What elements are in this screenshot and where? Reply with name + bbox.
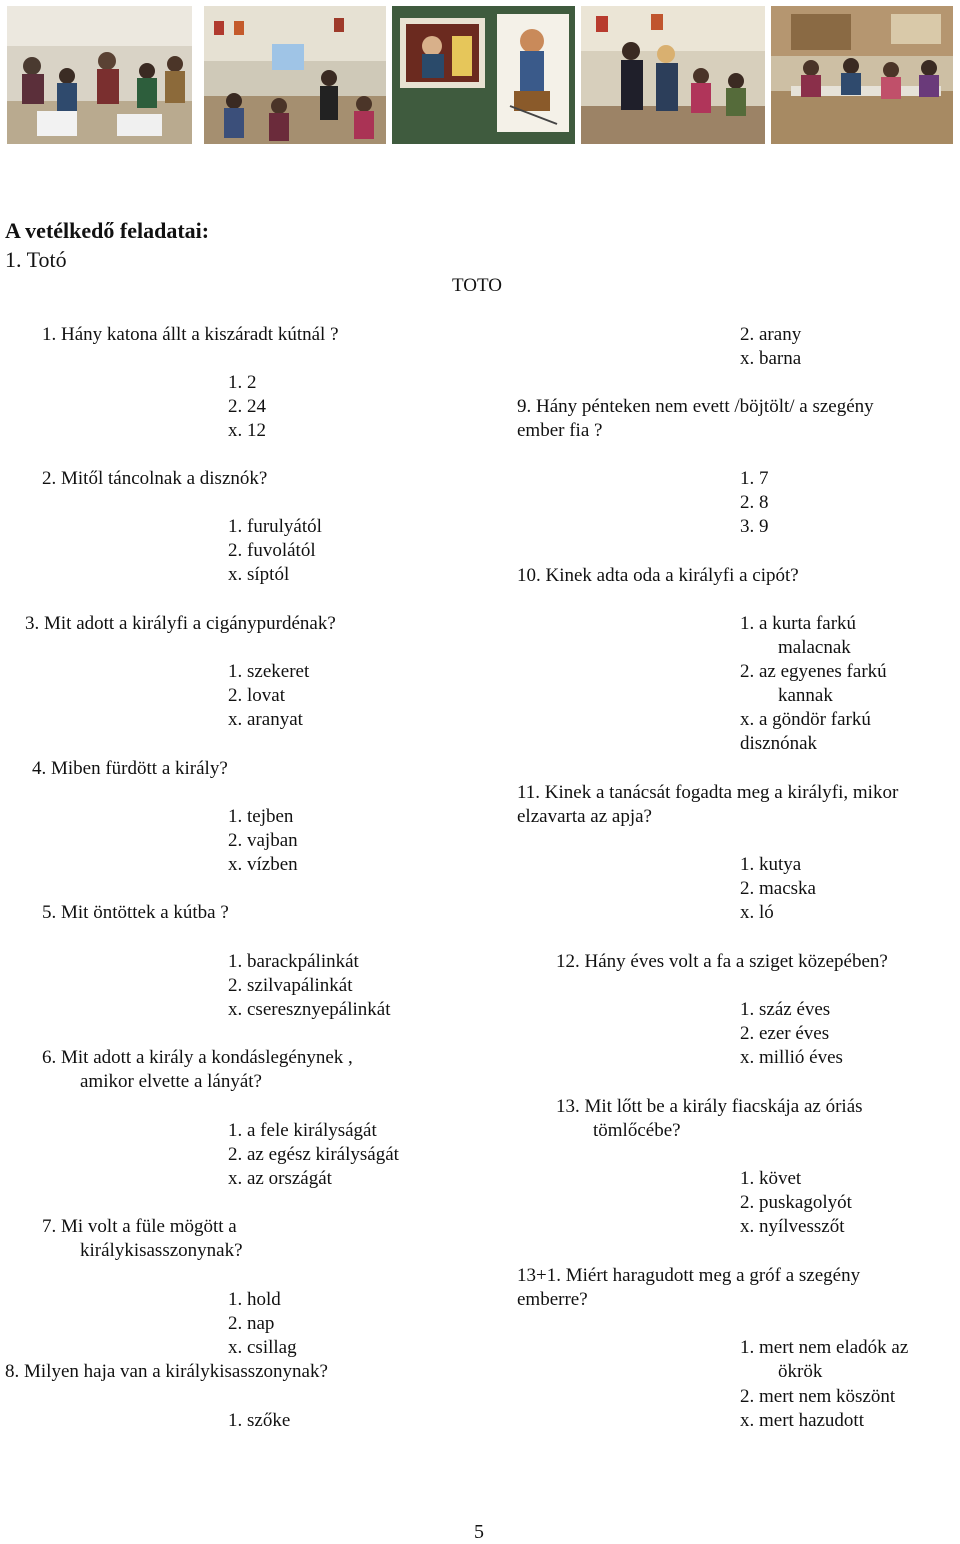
photo-strip [0,0,960,150]
answer-option: 2. az egyenes farkú [740,661,887,682]
answer-option: 2. 8 [740,492,769,513]
answer-option: 2. ezer éves [740,1023,830,1044]
answer-option: 1. száz éves [740,999,831,1020]
question-line: elzavarta az apja? [517,806,652,827]
question-line: 12. Hány éves volt a fa a sziget közepében? [556,951,888,972]
page-number: 5 [474,1521,484,1543]
answer-option: 2. puskagolyót [740,1192,852,1213]
question-line: 1. Hány katona állt a kiszáradt kútnál ? [42,324,339,345]
question-line: 3. Mit adott a királyfi a cigánypurdénak? [25,613,336,634]
answer-option: x. az országát [228,1168,332,1189]
answer-option: 1. mert nem eladók az [740,1337,909,1358]
photo-projection [392,6,575,144]
answer-option: x. cseresznyepálinkát [228,999,391,1020]
answer-option: 2. vajban [228,830,298,851]
question-line: királykisasszonynak? [80,1240,243,1261]
answer-option: 2. macska [740,878,816,899]
answer-option: 2. mert nem köszönt [740,1386,896,1407]
photo-classroom-3 [581,6,765,144]
answer-option: x. vízben [228,854,298,875]
answer-option: 2. az egész királyságát [228,1144,399,1165]
answer-option: 1. barackpálinkát [228,951,359,972]
answer-option: x. barna [740,348,802,369]
answer-option: x. csillag [228,1337,297,1358]
question-line: 9. Hány pénteken nem evett /böjtölt/ a szegény [517,396,874,417]
question-line: ember fia ? [517,420,603,441]
answer-option: disznónak [740,733,818,754]
page-heading: A vetélkedő feladatai: [5,218,210,243]
answer-option: x. aranyat [228,709,303,730]
answer-option: 1. 2 [228,372,257,393]
answer-option: x. nyílvesszőt [740,1216,845,1237]
photo-classroom-4 [771,6,953,144]
photo-classroom-2 [204,6,386,144]
answer-option: x. millió éves [740,1047,843,1068]
answer-option: 1. szőke [228,1410,291,1431]
answer-option: 1. furulyától [228,516,322,537]
answer-option: 1. szekeret [228,661,310,682]
answer-option: 3. 9 [740,516,769,537]
section-title: 1. Totó [5,247,67,272]
question-line: 7. Mi volt a füle mögött a [42,1216,237,1237]
question-line: emberre? [517,1289,588,1310]
answer-option: x. a göndör farkú [740,709,871,730]
answer-option: 1. a kurta farkú [740,613,857,634]
answer-option: 1. kutya [740,854,802,875]
answer-option: x. 12 [228,420,266,441]
answer-option: x. síptól [228,564,290,585]
answer-option: x. mert hazudott [740,1410,864,1431]
question-line: 6. Mit adott a király a kondáslegénynek , [42,1047,353,1068]
question-line: 10. Kinek adta oda a királyfi a cipót? [517,565,799,586]
question-line: 11. Kinek a tanácsát fogadta meg a királyfi, mikor [517,782,899,803]
question-line: amikor elvette a lányát? [80,1071,262,1092]
answer-option: 1. a fele királyságát [228,1120,377,1141]
answer-option: 2. szilvapálinkát [228,975,353,996]
answer-option: 2. 24 [228,396,266,417]
question-line: 8. Milyen haja van a királykisasszonynak? [5,1361,328,1382]
answer-option: 1. követ [740,1168,802,1189]
answer-option: x. ló [740,902,774,923]
answer-option: 2. arany [740,324,802,345]
question-line: 2. Mitől táncolnak a disznók? [42,468,268,489]
answer-option: malacnak [778,637,851,658]
toto-title: TOTO [452,275,502,296]
question-line: tömlőcébe? [593,1120,681,1141]
answer-option: 1. tejben [228,806,294,827]
question-line: 13+1. Miért haragudott meg a gróf a szegény [517,1265,861,1286]
answer-option: 2. nap [228,1313,275,1334]
question-line: 5. Mit öntöttek a kútba ? [42,902,229,923]
answer-option: 1. 7 [740,468,769,489]
answer-option: ökrök [778,1361,823,1382]
answer-option: 2. lovat [228,685,285,706]
answer-option: kannak [778,685,833,706]
answer-option: 1. hold [228,1289,281,1310]
question-line: 13. Mit lőtt be a király fiacskája az óriás [556,1096,863,1117]
photo-classroom-1 [7,6,192,144]
answer-option: 2. fuvolától [228,540,316,561]
question-line: 4. Miben fürdött a király? [32,758,228,779]
